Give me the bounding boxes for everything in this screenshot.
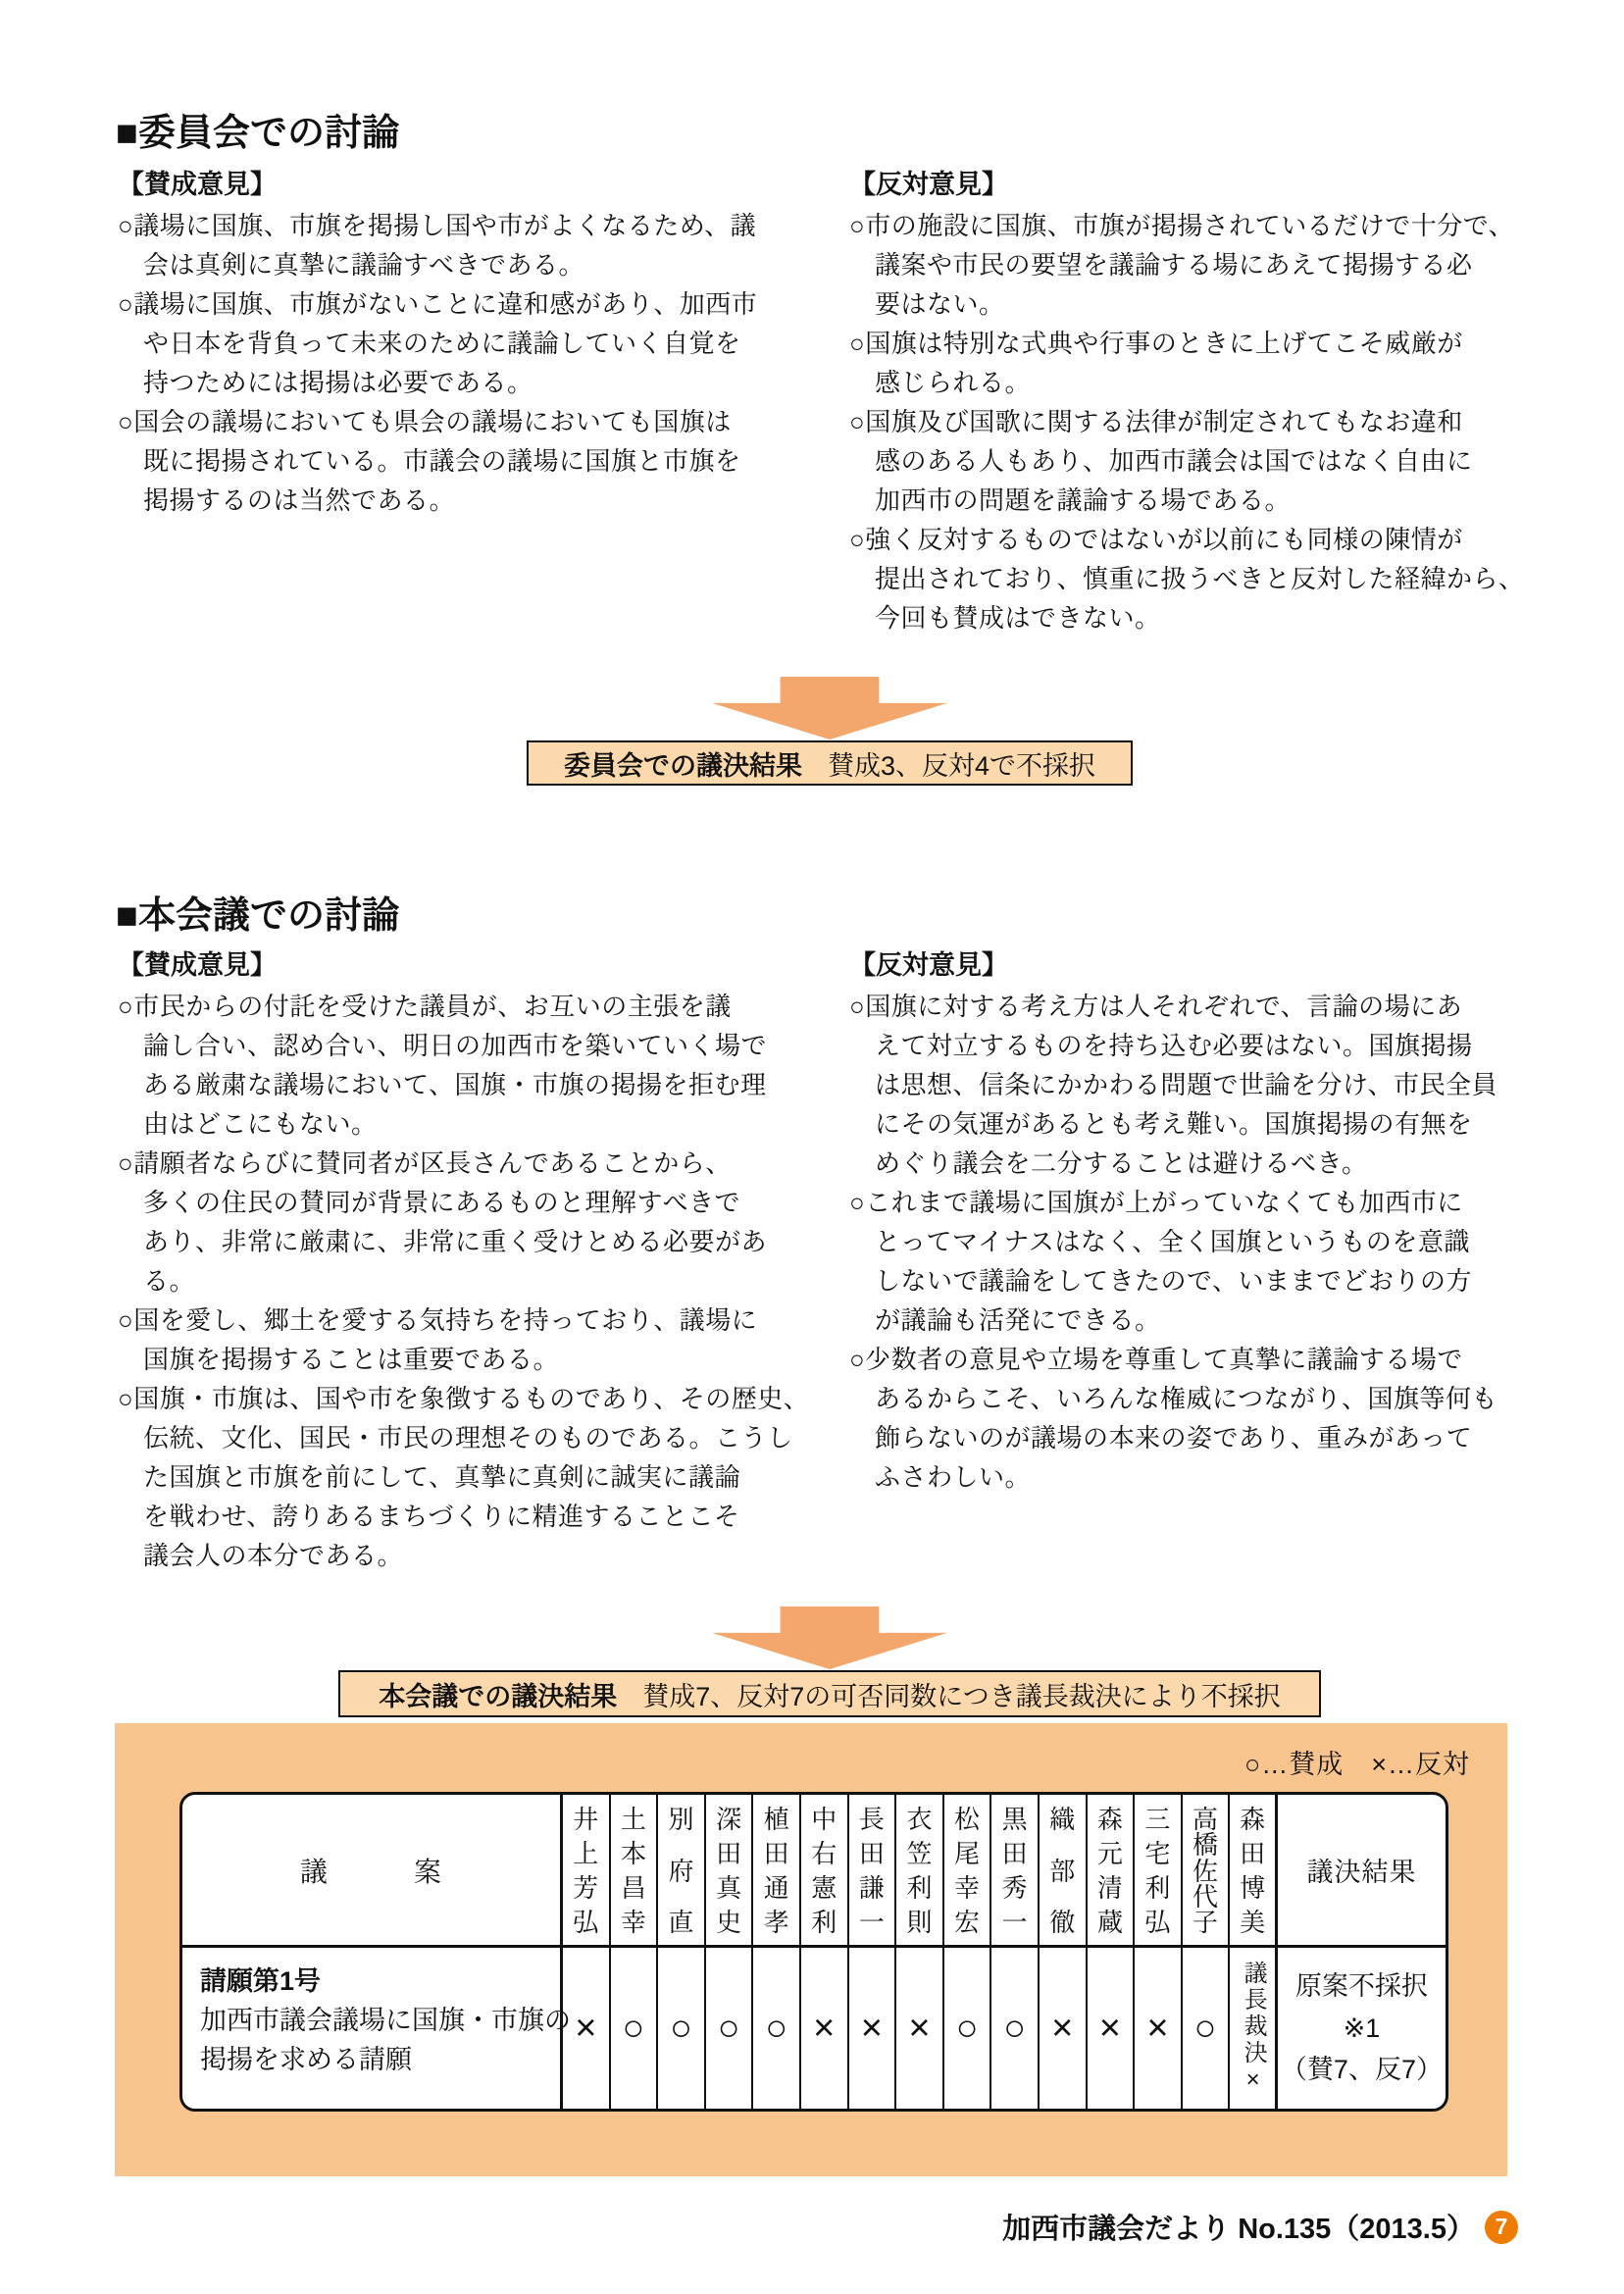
vote-cell <box>849 1948 897 2109</box>
member-name: 高 橋 佐 代 子 <box>1193 1805 1219 1937</box>
opinion-line: ○議場に国旗、市旗を掲揚し国や市がよくなるため、議 <box>118 211 757 240</box>
member-name: 黒 田 秀 一 <box>1001 1805 1028 1937</box>
opinion-line: ○議場に国旗、市旗がないことに違和感があり、加西市 <box>118 289 758 319</box>
result-cell <box>1278 1948 1446 2109</box>
vote-cell <box>1230 1948 1278 2109</box>
result-box-label: 本会議での議決結果 <box>379 1681 618 1711</box>
opinion-line: ○これまで議場に国旗が上がっていなくても加西市に <box>849 1188 1463 1217</box>
vote-cell <box>1040 1948 1088 2109</box>
pro-heading: 【賛成意見】 <box>118 170 277 199</box>
opinion-line: 論し合い、認め合い、明日の加西市を築いていく場で <box>143 1031 768 1060</box>
opinion-bullet <box>849 324 1526 402</box>
opinion-line: ふさわしい。 <box>875 1462 1032 1492</box>
member-name-col <box>706 1795 754 1948</box>
vote-cell <box>801 1948 849 2109</box>
opinion-line: ○市民からの付託を受けた議員が、お互いの主張を議 <box>118 992 732 1021</box>
member-name: 深 田 真 史 <box>716 1805 742 1937</box>
opinion-line: とってマイナスはなく、全く国旗というものを意識 <box>875 1227 1470 1256</box>
vote-mark: × <box>1051 2008 1074 2049</box>
footer-publication-title: 加西市議会だより No.135（2013.5） <box>1002 2214 1475 2245</box>
member-name-col <box>801 1795 849 1948</box>
opinion-line: ○国会の議場においても県会の議場においても国旗は <box>118 407 732 436</box>
vote-mark: ○ <box>1003 2008 1027 2049</box>
member-name-col <box>1040 1795 1088 1948</box>
vote-legend: ○…賛成 ×…反対 <box>1243 1750 1470 1779</box>
opinion-line: 持つためには掲揚は必要である。 <box>143 368 533 397</box>
opinion-line: 今回も賛成はできない。 <box>875 603 1161 633</box>
opinion-line: 由はどこにもない。 <box>143 1109 378 1139</box>
member-name-col <box>611 1795 659 1948</box>
down-arrow-icon <box>712 677 947 739</box>
opinion-bullet <box>118 1379 810 1575</box>
vote-cell <box>611 1948 659 2109</box>
opinion-line: ○国旗は特別な式典や行事のときに上げてこそ威厳が <box>849 329 1463 358</box>
opinion-line: ○市の施設に国旗、市旗が掲揚されているだけで十分で、 <box>849 211 1515 240</box>
opinion-line: た国旗と市旗を前にして、真摯に真剣に誠実に議論 <box>143 1462 740 1492</box>
opinion-line: あるからこそ、いろんな権威につながり、国旗等何も <box>875 1384 1497 1413</box>
vote-cell <box>944 1948 992 2109</box>
vote-cell <box>991 1948 1040 2109</box>
opinion-line: 感のある人もあり、加西市議会は国ではなく自由に <box>875 446 1473 476</box>
vote-result-panel <box>115 1723 1507 2176</box>
con-heading: 【反対意見】 <box>849 170 1008 199</box>
vote-mark: × <box>908 2008 931 2049</box>
bill-title: 請願第1号 <box>200 1966 322 1996</box>
opinion-line: が議論も活発にできる。 <box>875 1305 1161 1335</box>
opinion-line: ○国旗及び国歌に関する法律が制定されてもなお違和 <box>849 407 1463 436</box>
result-box-label: 委員会での議決結果 <box>563 750 802 781</box>
member-name-col <box>658 1795 706 1948</box>
vote-cell <box>753 1948 801 2109</box>
member-name: 植 田 通 孝 <box>763 1805 789 1937</box>
opinion-bullet <box>118 1144 781 1300</box>
committee-con-column <box>849 163 1526 637</box>
opinion-line: 議案や市民の要望を議論する場にあえて掲揚する必 <box>875 250 1473 280</box>
vote-result-line: （賛7、反7） <box>1280 2055 1443 2085</box>
opinion-line: る。 <box>143 1266 196 1296</box>
opinion-line: えて対立するものを持ち込む必要はない。国旗掲揚 <box>875 1031 1473 1060</box>
member-name-col <box>849 1795 897 1948</box>
con-opinion-list <box>849 206 1526 637</box>
opinion-line: ○強く反対するものではないが以前にも同様の陳情が <box>849 525 1463 554</box>
member-name: 長 田 謙 一 <box>858 1805 885 1937</box>
vote-mark: ○ <box>670 2008 692 2049</box>
opinion-line: 感じられる。 <box>875 368 1032 397</box>
vote-cell <box>1183 1948 1231 2109</box>
member-name: 松 尾 幸 宏 <box>954 1805 981 1937</box>
opinion-line: ある厳粛な議場において、国旗・市旗の掲揚を拒む理 <box>143 1070 767 1099</box>
member-name: 織 部 徹 <box>1049 1805 1076 1937</box>
vote-mark: ○ <box>1193 2008 1217 2049</box>
plenary-result-box <box>338 1670 1321 1717</box>
member-name: 別 府 直 <box>668 1805 694 1937</box>
member-name-col <box>563 1795 611 1948</box>
opinion-bullet <box>118 987 781 1144</box>
vote-cell <box>1135 1948 1183 2109</box>
opinion-line: 既に掲揚されている。市議会の議場に国旗と市旗を <box>143 446 741 476</box>
vote-cell <box>706 1948 754 2109</box>
opinion-bullet <box>849 1183 1526 1340</box>
member-name-col <box>991 1795 1040 1948</box>
vote-mark: × <box>813 2008 836 2049</box>
committee-section-title: ■委員会での討論 <box>116 113 399 154</box>
opinion-line: めぐり議会を二分することは避けるべき。 <box>875 1148 1368 1178</box>
opinion-line: 飾らないのが議場の本来の姿であり、重みがあって <box>875 1423 1473 1453</box>
member-name-col <box>896 1795 944 1948</box>
member-name: 井 上 芳 弘 <box>573 1805 599 1937</box>
member-name: 衣 笠 利 則 <box>906 1805 933 1937</box>
member-name: 森 田 博 美 <box>1240 1805 1266 1937</box>
opinion-line: ○国を愛し、郷土を愛する気持ちを持っており、議場に <box>118 1305 758 1335</box>
con-heading: 【反対意見】 <box>849 950 1008 980</box>
result-header-cell: 議決結果 <box>1278 1795 1446 1948</box>
vote-cell <box>896 1948 944 2109</box>
member-name-col <box>1230 1795 1278 1948</box>
result-box-text: 賛成3、反対4で不採択 <box>827 750 1096 781</box>
opinion-bullet <box>118 1300 781 1379</box>
opinion-line: を戦わせ、誇りあるまちづくりに精進することこそ <box>143 1502 740 1531</box>
vote-mark: × <box>575 2008 597 2049</box>
vote-mark: ○ <box>622 2008 645 2049</box>
opinion-line: 多くの住民の賛同が背景にあるものと理解すべきで <box>143 1188 740 1217</box>
result-box-text: 賛成7、反対7の可否同数につき議長裁決により不採択 <box>642 1681 1281 1711</box>
plenary-pro-column <box>118 943 810 1575</box>
con-opinion-list <box>849 987 1526 1497</box>
page-footer <box>1002 2207 1518 2247</box>
pro-opinion-list <box>118 987 810 1575</box>
committee-columns <box>118 163 1569 637</box>
opinion-bullet <box>118 206 781 284</box>
bill-description-line: 掲揚を求める請願 <box>200 2045 412 2074</box>
vote-mark: ○ <box>765 2008 788 2049</box>
opinion-bullet <box>849 402 1526 520</box>
opinion-line: にその気運があるとも考え難い。国旗掲揚の有無を <box>875 1109 1473 1139</box>
opinion-line: や日本を背負って未来のために議論していく自覚を <box>143 329 741 358</box>
opinion-line: ○国旗・市旗は、国や市を象徴するものであり、その歴史、 <box>118 1384 810 1413</box>
down-arrow-icon <box>712 1606 947 1669</box>
bill-description-line: 加西市議会議場に国旗・市旗の <box>200 2006 571 2035</box>
plenary-section-title: ■本会議での討論 <box>116 895 399 937</box>
vote-cell <box>658 1948 706 2109</box>
opinion-line: 要はない。 <box>875 289 1005 319</box>
opinion-line: ○少数者の意見や立場を尊重して真摯に議論する場で <box>849 1345 1463 1374</box>
opinion-bullet <box>849 987 1526 1183</box>
opinion-bullet <box>849 1340 1526 1497</box>
member-name-col <box>944 1795 992 1948</box>
member-name: 三 宅 利 弘 <box>1144 1805 1171 1937</box>
member-name-col <box>1183 1795 1231 1948</box>
vote-cell <box>563 1948 611 2109</box>
page-number-badge: 7 <box>1485 2211 1518 2244</box>
bill-cell <box>182 1948 571 2109</box>
opinion-line: 伝統、文化、国民・市民の理想そのものである。こうし <box>143 1423 793 1453</box>
opinion-bullet <box>849 206 1526 324</box>
opinion-line: しないで議論をしてきたので、いままでどおりの方 <box>875 1266 1472 1296</box>
vote-mark: × <box>860 2008 883 2049</box>
chair-casting-vote: 議長裁決× <box>1240 1961 1267 2096</box>
vote-mark: ○ <box>955 2008 979 2049</box>
opinion-line: 提出されており、慎重に扱うべきと反対した経緯から、 <box>875 564 1525 593</box>
vote-result-line: ※1 <box>1343 2013 1381 2043</box>
member-name: 土 本 昌 幸 <box>620 1805 646 1937</box>
member-name: 中 右 憲 利 <box>811 1805 837 1937</box>
committee-pro-column <box>118 163 781 637</box>
vote-mark: × <box>1146 2008 1169 2049</box>
opinion-line: 国旗を掲揚することは重要である。 <box>143 1345 560 1374</box>
bill-header-cell: 議 案 <box>182 1795 563 1948</box>
opinion-line: は思想、信条にかかわる問題で世論を分け、市民全員 <box>875 1070 1497 1099</box>
opinion-line: ○請願者ならびに賛同者が区長さんであることから、 <box>118 1148 732 1178</box>
vote-mark: ○ <box>717 2008 740 2049</box>
opinion-bullet <box>849 520 1526 637</box>
opinion-line: あり、非常に厳粛に、非常に重く受けとめる必要があ <box>143 1227 768 1256</box>
vote-result-line: 原案不採択 <box>1294 1971 1428 2002</box>
opinion-line: 会は真剣に真摯に議論すべきである。 <box>143 250 584 280</box>
vote-mark: × <box>1098 2008 1121 2049</box>
member-name-col <box>1088 1795 1136 1948</box>
opinion-line: 議会人の本分である。 <box>143 1541 404 1570</box>
committee-result-box <box>527 740 1133 786</box>
member-name: 森 元 清 蔵 <box>1096 1805 1123 1937</box>
opinion-line: 加西市の問題を議論する場である。 <box>875 485 1292 515</box>
plenary-columns <box>118 943 1569 1575</box>
pro-heading: 【賛成意見】 <box>118 950 277 980</box>
opinion-line: 掲揚するのは当然である。 <box>143 485 456 515</box>
member-name-col <box>753 1795 801 1948</box>
plenary-con-column <box>849 943 1526 1575</box>
member-name-col <box>1135 1795 1183 1948</box>
opinion-line: ○国旗に対する考え方は人それぞれで、言論の場にあ <box>849 992 1463 1021</box>
opinion-bullet <box>118 402 781 520</box>
vote-cell <box>1088 1948 1136 2109</box>
pro-opinion-list <box>118 206 781 520</box>
vote-table <box>179 1792 1448 2112</box>
opinion-bullet <box>118 284 781 402</box>
